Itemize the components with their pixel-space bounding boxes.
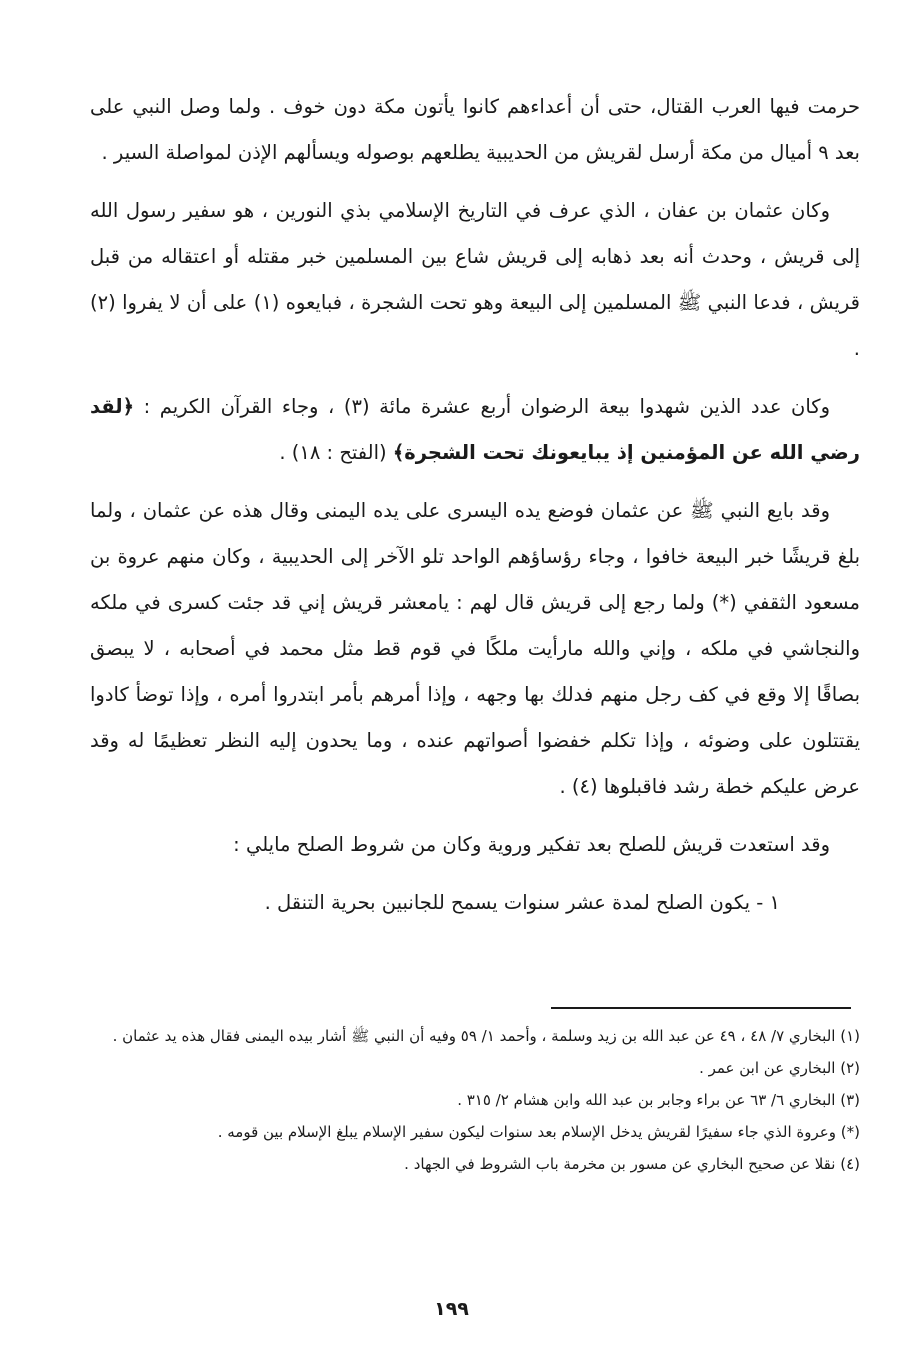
footnote-3 xyxy=(90,1084,860,1116)
footnote-marker: (٤) xyxy=(840,1155,860,1173)
main-text xyxy=(90,84,860,938)
footnote-text: البخاري عن ابن عمر . xyxy=(699,1059,836,1077)
footnote-marker: (٢) xyxy=(840,1059,860,1077)
footnote-marker: (١) xyxy=(840,1027,860,1045)
footnote-text: وعروة الذي جاء سفيرًا لقريش يدخل الإسلام بعد سنوات ليكون سفير الإسلام يبلغ الإسلام بين قومه . xyxy=(217,1123,836,1141)
quran-reference: (الفتح : ١٨) . xyxy=(279,441,387,464)
page-number: ١٩٩ xyxy=(434,1298,469,1320)
paragraph-3 xyxy=(90,384,860,476)
paragraph-3-text: وكان عدد الذين شهدوا بيعة الرضوان أربع عشرة مائة (٣) ، وجاء القرآن الكريم : xyxy=(143,395,830,418)
footnote-2 xyxy=(90,1052,860,1084)
footnote-text: البخاري ٧/ ٤٨ ، ٤٩ عن عبد الله بن زيد وسلمة ، وأحمد ١/ ٥٩ وفيه أن النبي ﷺ أشار بيده اليمنى فقال هذه يد عثمان . xyxy=(112,1027,836,1045)
footnote-4 xyxy=(90,1148,860,1180)
quran-verse: ﴿لقد رضي الله عن المؤمنين إذ يبايعونك تحت الشجرة﴾ xyxy=(90,395,860,464)
condition-item-1: ١ - يكون الصلح لمدة عشر سنوات يسمح للجانبين بحرية التنقل . xyxy=(264,891,780,914)
footnote-text: البخاري ٦/ ٦٣ عن براء وجابر بن عبد الله وابن هشام ٢/ ٣١٥ . xyxy=(457,1091,836,1109)
footnotes xyxy=(90,1020,860,1180)
footnote-1 xyxy=(90,1020,860,1052)
paragraph-1: حرمت فيها العرب القتال، حتى أن أعداءهم كانوا يأتون مكة دون خوف . ولما وصل النبي على بعد ٩ أميال من مكة أرسل لقريش من الحديبية يطلعهم بوصوله ويسألهم الإذن لمواصلة السير . xyxy=(90,95,860,164)
footnote-marker: (*) xyxy=(840,1123,860,1141)
footnote-star xyxy=(90,1116,860,1148)
paragraph-4: وقد بايع النبي ﷺ عن عثمان فوضع يده اليسرى على يده اليمنى وقال هذه عن عثمان ، ولما بلغ قريشًا خبر البيعة خافوا ، وجاء رؤساؤهم الواحد تلو الآخر إلى الحديبية ، وكان منهم عروة بن مسعود الثقفي (*) ولما رجع إلى قريش قال لهم : يامعشر قريش إني قد جئت كسرى في ملكه والنجاشي في ملكه ، وإني والله مارأيت ملكًا في قوم قط مثل محمد في أصحابه ، لا يبصق بصاقًا إلا وقع في كف رجل منهم فدلك بها وجهه ، وإذا أمرهم بأمر ابتدروا أمره ، وإذا توضأ كادوا يقتتلون على وضوئه ، وإذا تكلم خفضوا أصواتهم عنده ، وما يحدون إليه النظر تعظيمًا له وقد عرض عليكم خطة رشد فاقبلوها (٤) . xyxy=(90,499,860,798)
footnote-marker: (٣) xyxy=(840,1091,860,1109)
footnote-divider xyxy=(551,1007,851,1009)
paragraph-5: وقد استعدت قريش للصلح بعد تفكير وروية وكان من شروط الصلح مايلي : xyxy=(233,833,830,856)
paragraph-2: وكان عثمان بن عفان ، الذي عرف في التاريخ الإسلامي بذي النورين ، هو سفير رسول الله إلى قريش ، وحدث أنه بعد ذهابه إلى قريش شاع بين المسلمين خبر مقتله أو اعتقاله من قبل قريش ، فدعا النبي ﷺ المسلمين إلى البيعة وهو تحت الشجرة ، فبايعوه (١) على أن لا يفروا (٢) . xyxy=(90,199,860,360)
footnote-text: نقلا عن صحيح البخاري عن مسور بن مخرمة باب الشروط في الجهاد . xyxy=(404,1155,836,1173)
